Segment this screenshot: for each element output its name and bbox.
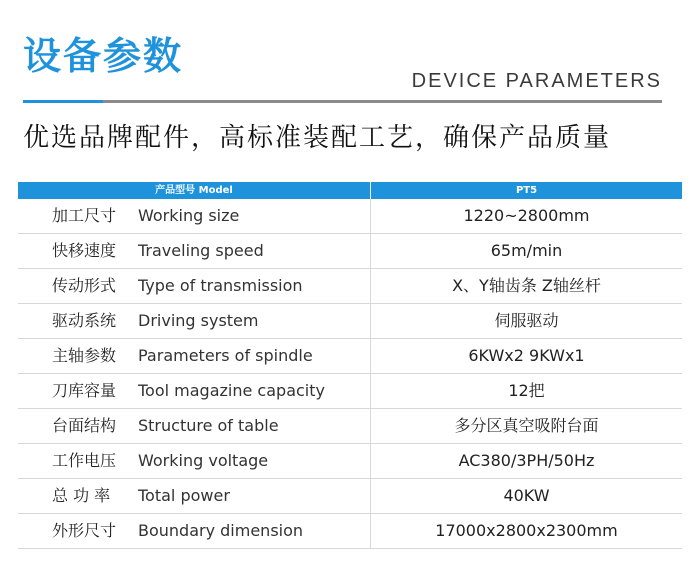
param-name-en: Total power — [138, 486, 230, 505]
param-value: X、Y轴齿条 Z轴丝杆 — [371, 269, 683, 304]
table-row — [18, 304, 682, 339]
param-value: 17000x2800x2300mm — [371, 514, 683, 549]
table-row — [18, 199, 682, 234]
title-divider — [23, 100, 662, 103]
header-model-value: PT5 — [371, 182, 683, 199]
table-header-row — [18, 182, 682, 199]
table-row — [18, 444, 682, 479]
param-name-cn: 传动形式 — [52, 276, 117, 295]
param-name-en: Tool magazine capacity — [138, 381, 325, 400]
param-name-cn: 工作电压 — [52, 451, 117, 470]
param-name-cn: 加工尺寸 — [52, 206, 117, 225]
param-name-cn: 总 功 率 — [52, 486, 111, 505]
param-value: 多分区真空吸附台面 — [371, 409, 683, 444]
table-row — [18, 234, 682, 269]
slogan-text: 优选品牌配件，高标准装配工艺，确保产品质量 — [23, 123, 612, 153]
param-value: 40KW — [371, 479, 683, 514]
table-row — [18, 339, 682, 374]
param-name-en: Traveling speed — [138, 241, 264, 260]
param-name-cn: 外形尺寸 — [52, 521, 117, 540]
param-name-cn: 快移速度 — [52, 241, 117, 260]
parameters-table — [18, 182, 682, 549]
param-name-cn: 主轴参数 — [52, 346, 117, 365]
param-name-en: Working size — [138, 206, 240, 225]
table-row — [18, 269, 682, 304]
param-name-cn: 刀库容量 — [52, 381, 117, 400]
header-model-label: 产品型号 Model — [18, 182, 371, 199]
table-row — [18, 514, 682, 549]
param-name-cn: 台面结构 — [52, 416, 117, 435]
param-value: 1220~2800mm — [371, 199, 683, 234]
param-name-cell — [18, 479, 371, 514]
param-name-en: Structure of table — [138, 416, 279, 435]
param-value: 6KWx2 9KWx1 — [371, 339, 683, 374]
param-name-cell — [18, 269, 371, 304]
param-name-cell — [18, 234, 371, 269]
table-row — [18, 479, 682, 514]
param-name-cell — [18, 339, 371, 374]
param-name-en: Boundary dimension — [138, 521, 304, 540]
param-name-en: Working voltage — [138, 451, 269, 470]
param-name-cell — [18, 409, 371, 444]
param-name-en: Parameters of spindle — [138, 346, 313, 365]
param-name-cn: 驱动系统 — [52, 311, 117, 330]
page-title: 设备参数 — [23, 34, 184, 78]
param-name-cell — [18, 199, 371, 234]
param-name-cell — [18, 444, 371, 479]
param-value: AC380/3PH/50Hz — [371, 444, 683, 479]
param-name-cell — [18, 374, 371, 409]
param-name-cell — [18, 514, 371, 549]
param-value: 伺服驱动 — [371, 304, 683, 339]
table-row — [18, 409, 682, 444]
table-row — [18, 374, 682, 409]
param-value: 12把 — [371, 374, 683, 409]
param-name-en: Type of transmission — [138, 276, 303, 295]
param-value: 65m/min — [371, 234, 683, 269]
page-subtitle: DEVICE PARAMETERS — [411, 70, 662, 92]
param-name-cell — [18, 304, 371, 339]
param-name-en: Driving system — [138, 311, 259, 330]
